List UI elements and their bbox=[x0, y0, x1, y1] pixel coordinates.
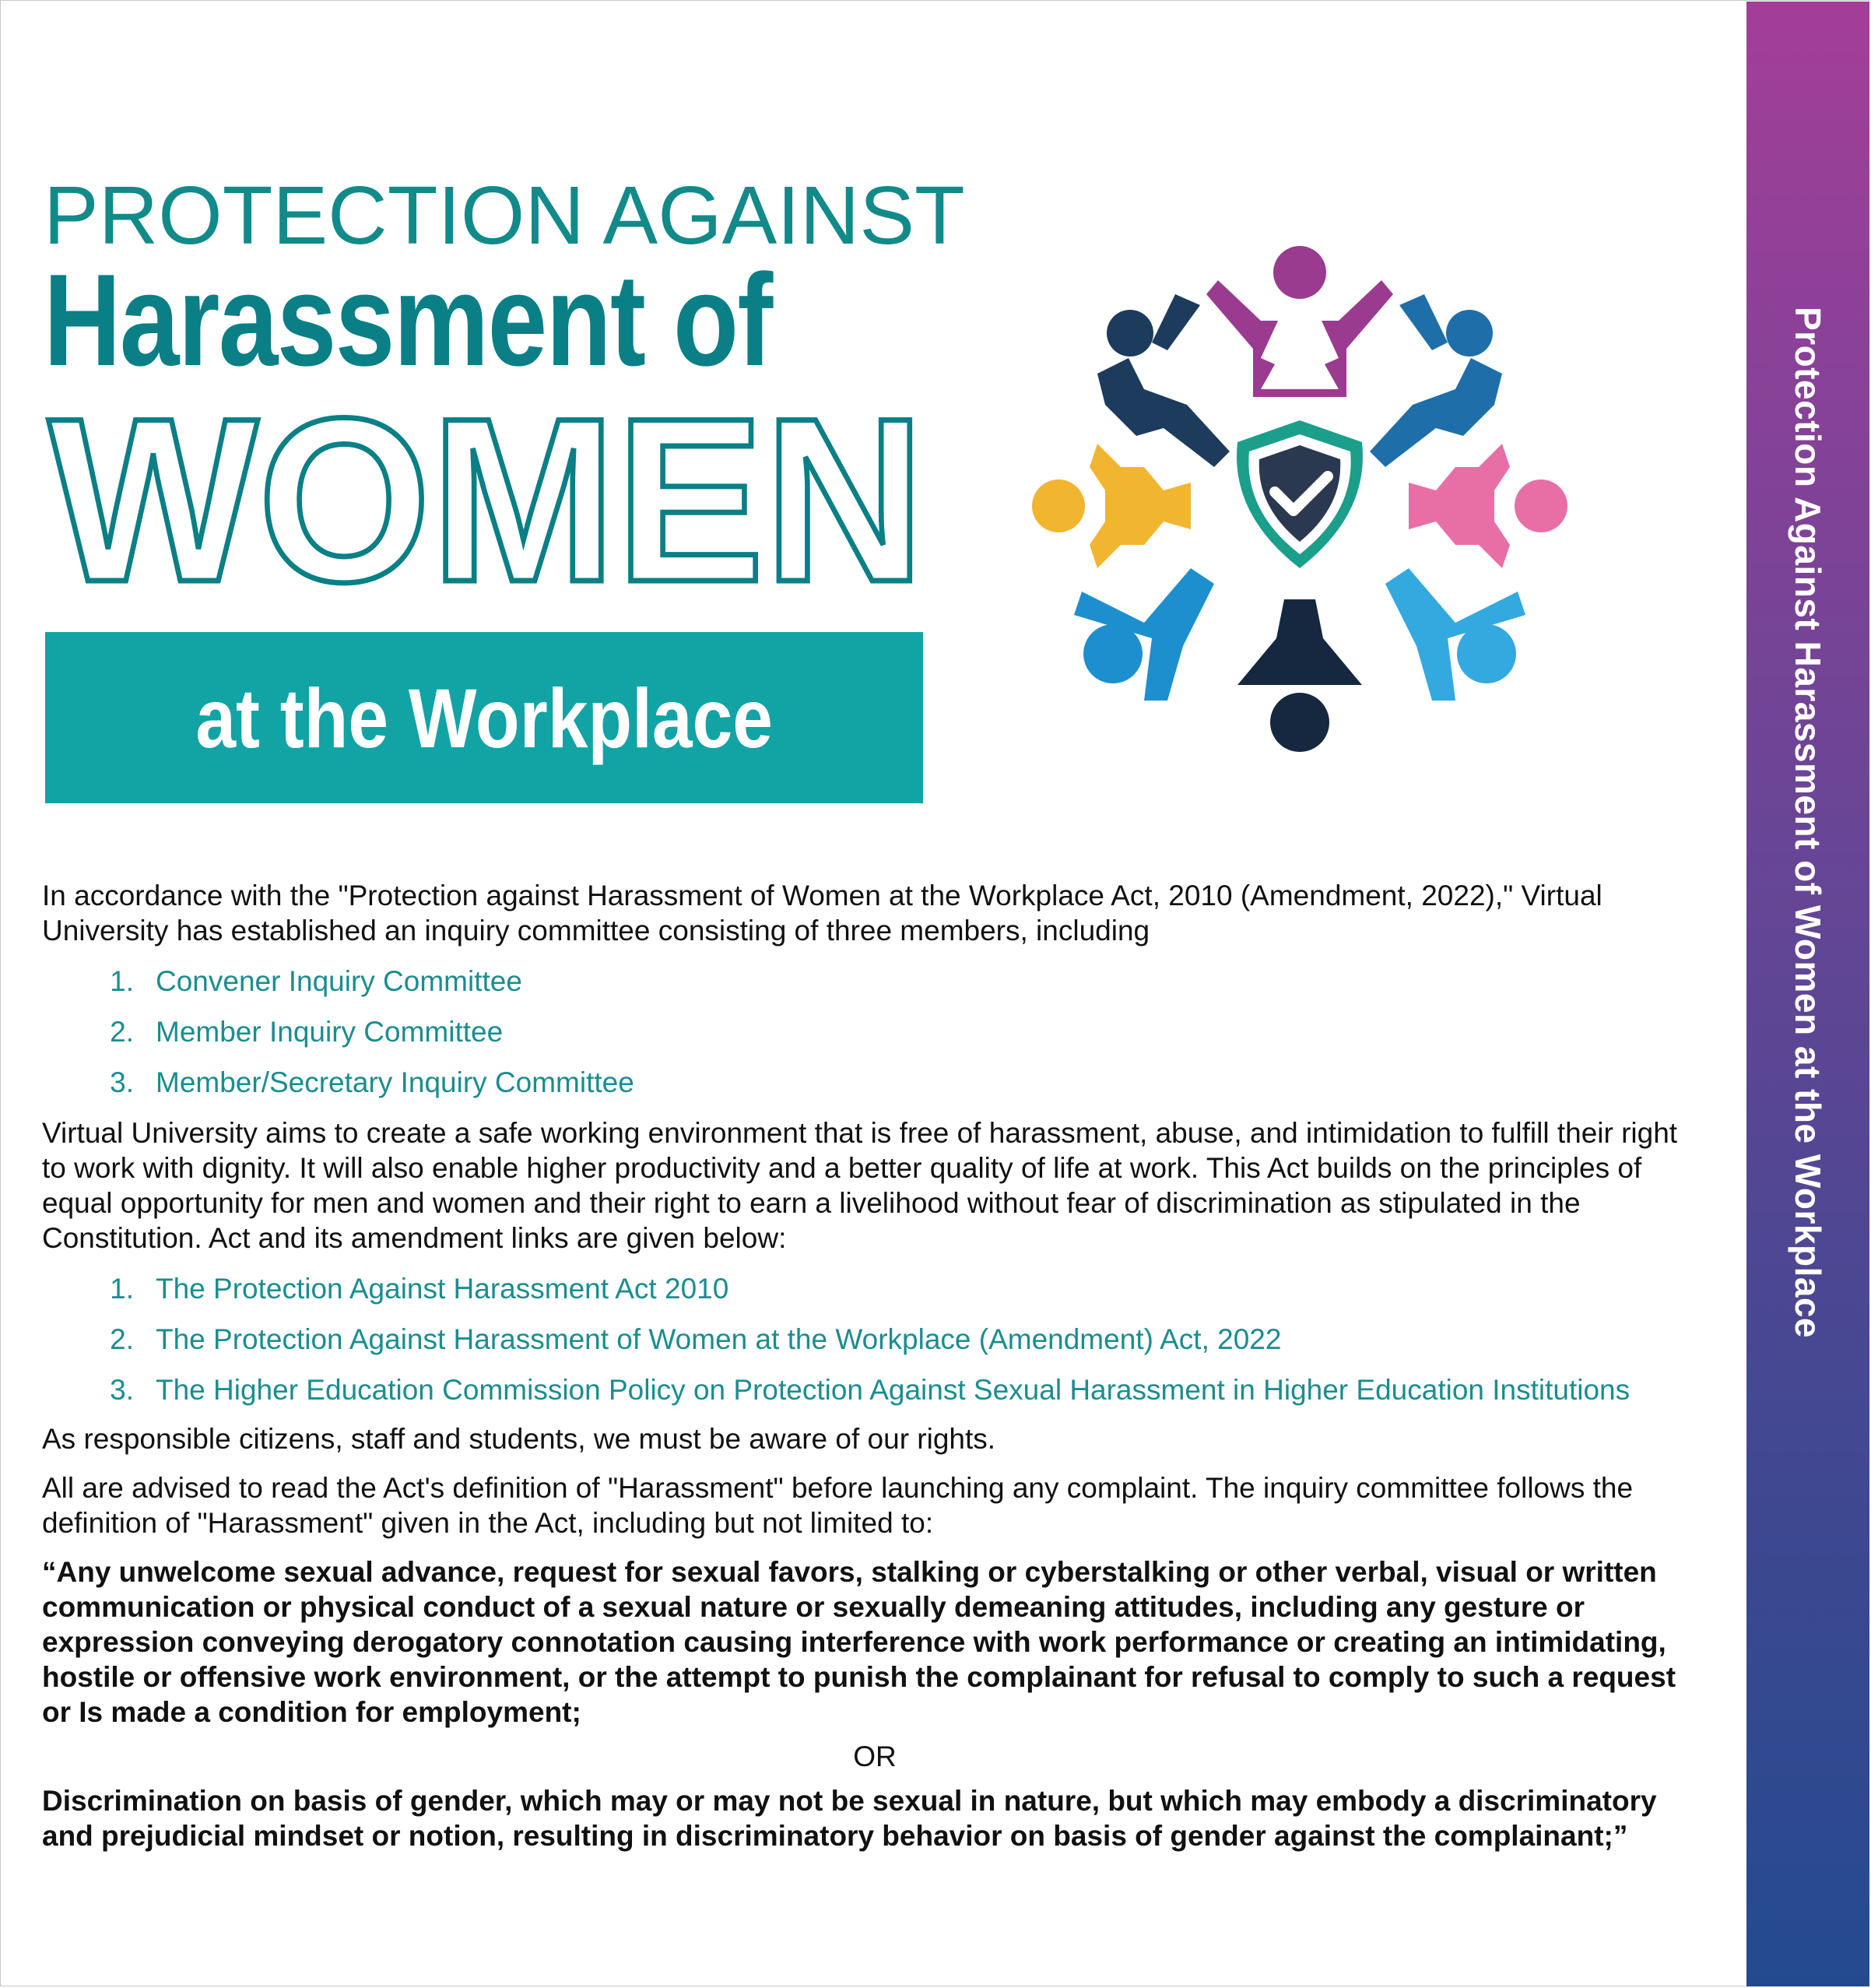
side-banner-text-wrap bbox=[1746, 227, 1869, 1418]
definition-part-1: “Any unwelcome sexual advance, request for sexual favors, stalking or cyberstalking or other verbal, visual or written communication or physical conduct of a sexual nature or sexually demeaning attitudes, including any gesture or expression conveying derogatory connotation causing interference with work performance or creating an intimidating, hostile or offensive work environment, or the attempt to punish the complainant for refusal to comply to such a request or Is made a condition for employment; bbox=[42, 1556, 1676, 1728]
aim-paragraph: Virtual University aims to create a safe working environment that is free of harassment, abuse, and intimidation to fulfill their right to work with dignity. It will also enable higher productivity and a better quality of life at work. This Act builds on the principles of equal opportunity for men and women and their right to earn a livelihood without fear of discrimination as stipulated in the Constitution. Act and its amendment links are given below: bbox=[42, 1117, 1678, 1254]
act-link-item[interactable]: 3. The Higher Education Commission Policy on Protection Against Sexual Harassment in Higher Education Institutions bbox=[110, 1374, 1631, 1406]
act-link-item[interactable]: 1. The Protection Against Harassment Act 2010 bbox=[110, 1273, 729, 1305]
shield-check-icon bbox=[1237, 420, 1363, 568]
main-content bbox=[42, 878, 1708, 1853]
side-banner-title: Protection Against Harassment of Women at the Workplace bbox=[1788, 307, 1828, 1339]
title-line-women bbox=[39, 377, 934, 602]
person-bottom-right-icon bbox=[1385, 568, 1525, 701]
person-top-right-icon bbox=[1370, 294, 1502, 467]
citizens-paragraph: As responsible citizens, staff and students, we must be aware of our rights. bbox=[42, 1423, 996, 1455]
people-circle-logo-icon bbox=[1027, 234, 1572, 763]
person-right-icon bbox=[1409, 444, 1567, 568]
advice-paragraph: All are advised to read the Act's definition of "Harassment" before launching any complaint. The inquiry committee follows the definition of "Harassment" given in the Act, including but not limited to: bbox=[42, 1472, 1634, 1539]
person-bottom-icon bbox=[1237, 599, 1362, 752]
person-top-left-icon bbox=[1097, 294, 1230, 467]
act-link-amendment-2022[interactable]: The Protection Against Harassment of Women at the Workplace (Amendment) Act, 2022 bbox=[156, 1323, 1282, 1355]
person-bottom-left-icon bbox=[1074, 568, 1214, 701]
title-line-harassment: Harassment of bbox=[44, 247, 772, 393]
title-band bbox=[45, 632, 923, 803]
act-link-2010[interactable]: The Protection Against Harassment Act 2010 bbox=[156, 1273, 729, 1305]
act-link-hec-policy[interactable]: The Higher Education Commission Policy on Protection Against Sexual Harassment in Higher Education Institutions bbox=[156, 1374, 1631, 1406]
or-separator: OR bbox=[853, 1740, 897, 1772]
women-outline-text: WOMEN bbox=[48, 377, 925, 602]
committee-list bbox=[42, 964, 1708, 1100]
title-band-text: at the Workplace bbox=[195, 670, 773, 765]
title-line-protection: PROTECTION AGAINST bbox=[44, 170, 965, 262]
act-link-item[interactable]: 2. The Protection Against Harassment of Women at the Workplace (Amendment) Act, 2022 bbox=[110, 1323, 1282, 1355]
committee-item: 2. Member Inquiry Committee bbox=[110, 1016, 504, 1048]
person-left-icon bbox=[1032, 444, 1191, 568]
person-top-icon bbox=[1206, 246, 1393, 397]
committee-item: 3. Member/Secretary Inquiry Committee bbox=[110, 1066, 634, 1098]
act-links-list bbox=[42, 1271, 1708, 1407]
committee-item: 1. Convener Inquiry Committee bbox=[110, 965, 522, 997]
definition-part-2: Discrimination on basis of gender, which may or may not be sexual in nature, but which may embody a discriminatory and prejudicial mindset or notion, resulting in discriminatory behavior on basis of gender against the complainant;” bbox=[42, 1785, 1657, 1852]
intro-paragraph: In accordance with the "Protection against Harassment of Women at the Workplace Act, 2010 (Amendment, 2022)," Virtual University has established an inquiry committee consisting of three members, including bbox=[42, 880, 1602, 947]
